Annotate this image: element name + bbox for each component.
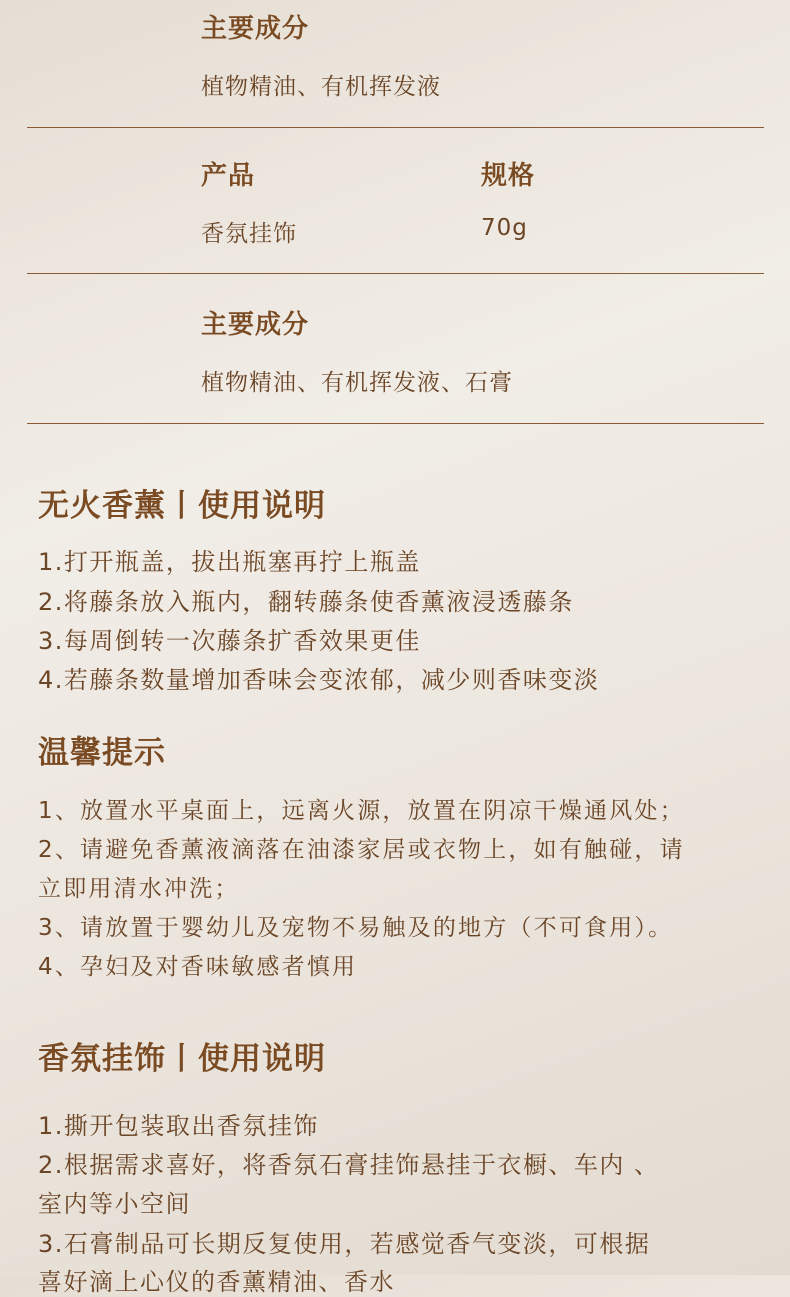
instruction-line: 1.打开瓶盖，拔出瓶塞再拧上瓶盖	[38, 548, 421, 576]
ingredients-value: 植物精油、有机挥发液、石膏	[201, 370, 513, 396]
instruction-line: 喜好滴上心仪的香薰精油、香水	[38, 1268, 395, 1296]
instruction-line: 3.石膏制品可长期反复使用，若感觉香气变淡，可根据	[38, 1230, 651, 1258]
instruction-line: 4.若藤条数量增加香味会变浓郁，减少则香味变淡	[38, 666, 600, 694]
ingredients-value: 植物精油、有机挥发液	[201, 74, 441, 100]
divider	[27, 273, 764, 274]
divider	[27, 127, 764, 128]
instruction-line: 1.撕开包装取出香氛挂饰	[38, 1112, 319, 1140]
divider	[27, 423, 764, 424]
product-value: 香氛挂饰	[201, 221, 297, 247]
tip-line: 立即用清水冲洗；	[38, 876, 240, 902]
ingredients-label: 主要成分	[201, 14, 310, 44]
section-title-tips: 温馨提示	[38, 735, 166, 771]
section-title-reed-diffuser: 无火香薰丨使用说明	[38, 488, 326, 524]
tip-line: 1、放置水平桌面上，远离火源，放置在阴凉干燥通风处；	[38, 798, 685, 824]
size-label: 规格	[481, 161, 536, 191]
product-label: 产品	[201, 161, 256, 191]
instruction-line: 2.将藤条放入瓶内，翻转藤条使香薰液浸透藤条	[38, 588, 574, 616]
tip-line: 4、孕妇及对香味敏感者慎用	[38, 954, 358, 980]
size-value: 70g	[481, 215, 528, 241]
ingredients-label: 主要成分	[201, 310, 310, 340]
tip-line: 2、请避免香薰液滴落在油漆家居或衣物上，如有触碰，请	[38, 837, 685, 863]
tip-line: 3、请放置于婴幼儿及宠物不易触及的地方（不可食用）。	[38, 915, 674, 941]
instruction-line: 3.每周倒转一次藤条扩香效果更佳	[38, 627, 421, 655]
instruction-line: 室内等小空间	[38, 1190, 191, 1218]
instruction-line: 2.根据需求喜好，将香氛石膏挂饰悬挂于衣橱、车内 、	[38, 1151, 660, 1179]
section-title-hanging-scent: 香氛挂饰丨使用说明	[38, 1041, 326, 1077]
